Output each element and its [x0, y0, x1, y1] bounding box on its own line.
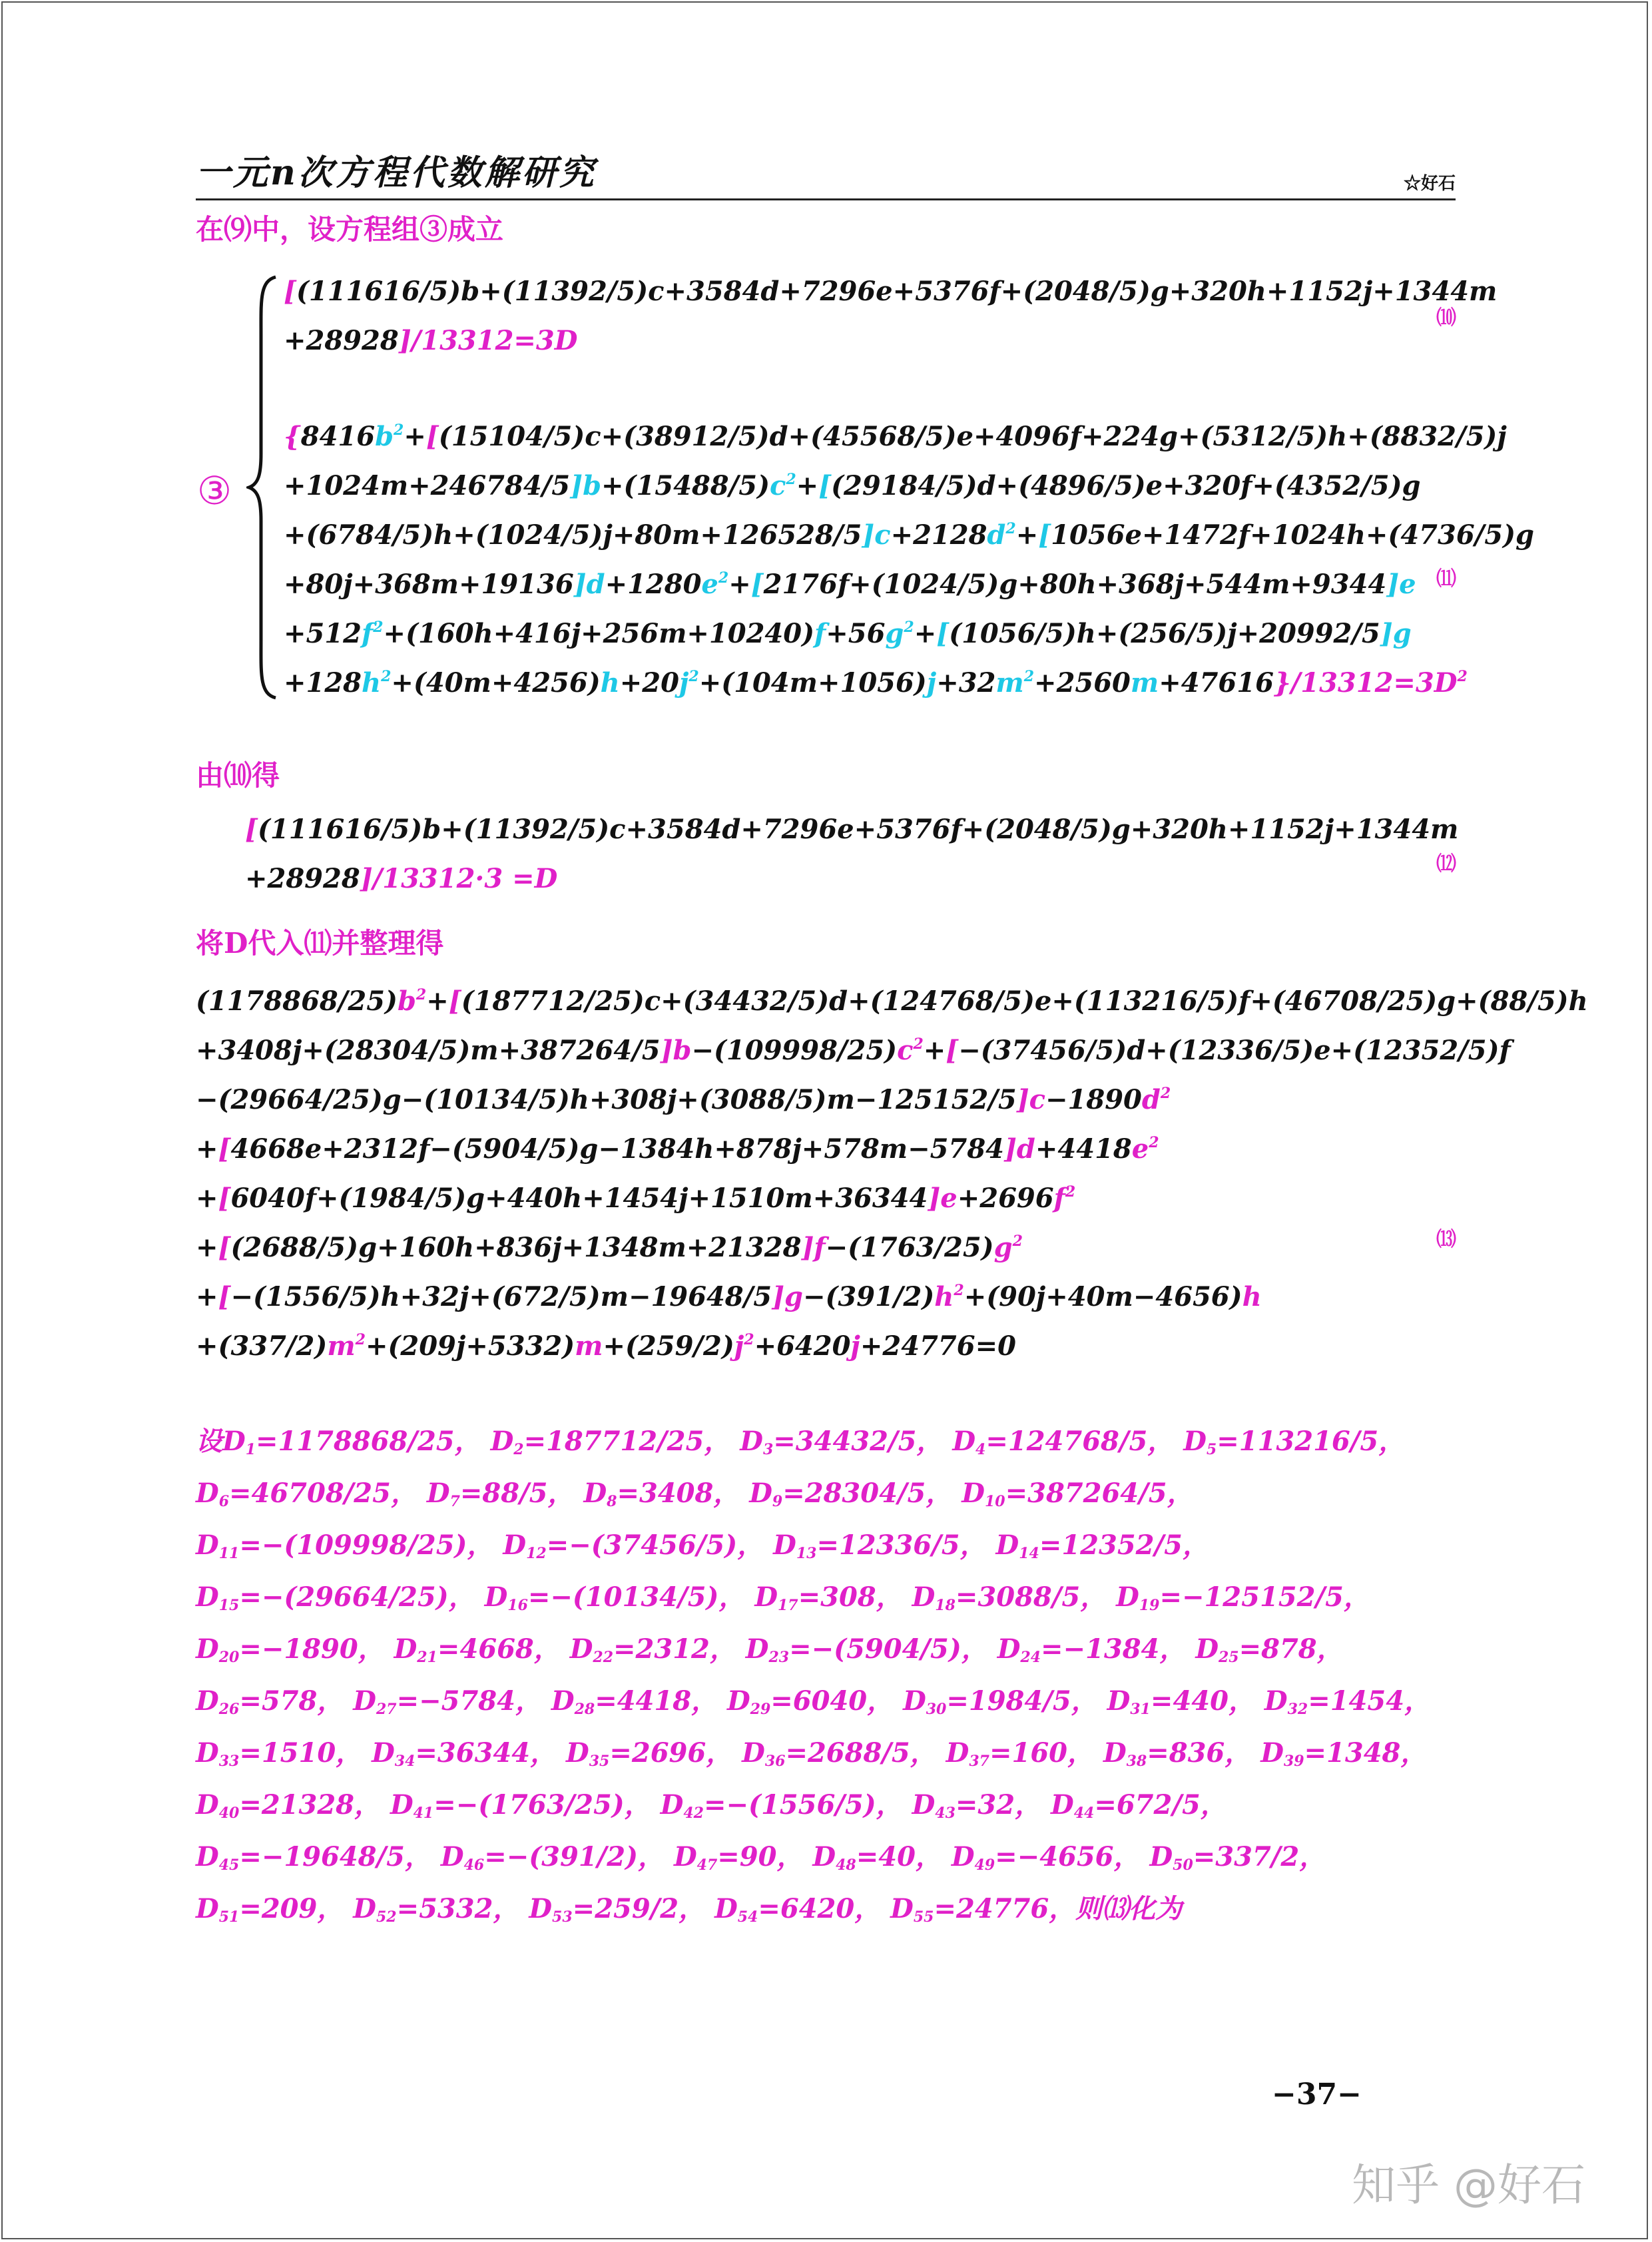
eq13-line4: $+[4668e+2312f-(5904/5)g-1384h+878j+578m-5784]d+4418e^2$ [196, 1133, 1159, 1165]
definition-item: $D_{26}=578$， [196, 1685, 354, 1718]
eq13-line3: $-(29664/25)g-(10134/5)h+308j+(3088/5)m-125152/5]c-1890d^2$ [196, 1084, 1171, 1115]
eq12-line1: [(111616/5)b+(11392/5)c+3584d+7296e+5376f+(2048/5)g+320h+1152j+1344m [245, 814, 1459, 845]
definition-item: $D_{47}=90$， [673, 1841, 813, 1874]
eq11-line2: $+1024m+246784/5]b+(15488/5)c^2+[(29184/5)d+(4896/5)e+320f+(4352/5)g$ [284, 470, 1421, 501]
definition-item: $D_{49}=-4656$， [951, 1841, 1150, 1874]
eq10-line2: +28928]/13312=3D [284, 325, 578, 356]
eq11-line4: $+80j+368m+19136]d+1280e^2+[2176f+(1024/5)g+80h+368j+544m+9344]e$ [284, 569, 1416, 600]
page-number: −37− [1272, 2078, 1362, 2111]
definition-item: $D_{35}=2696$， [566, 1737, 742, 1770]
definition-item: $D_2=187712/25$， [490, 1426, 740, 1458]
definition-item: $D_{14}=12352/5$， [995, 1530, 1209, 1562]
left-brace-icon [246, 274, 280, 701]
definition-item: $D_{29}=6040$， [726, 1685, 904, 1718]
definition-item: $D_{50}=337/2$， [1149, 1841, 1326, 1874]
definition-item: $D_{36}=2688/5$， [742, 1737, 946, 1770]
definition-item: $D_{53}=259/2$， [529, 1893, 715, 1926]
definition-item: $D_{40}=21328$， [196, 1789, 390, 1822]
definition-item: $D_{28}=4418$， [551, 1685, 727, 1718]
system-label: ③ [197, 468, 232, 513]
eq13-number: ⒀ [1436, 1228, 1456, 1251]
definition-item: $D_{33}=1510$， [196, 1737, 372, 1770]
eq10-line1: [(111616/5)b+(11392/5)c+3584d+7296e+5376f+(2048/5)g+320h+1152j+1344m [284, 276, 1498, 307]
definition-item: $D_{52}=5332$， [353, 1893, 529, 1926]
definition-item: $D_{27}=-5784$， [353, 1685, 551, 1718]
definition-item: $D_{43}=32$， [912, 1789, 1051, 1822]
definition-item: $D_5=113216/5$， [1183, 1426, 1406, 1458]
definition-item: $D_{51}=209$， [196, 1893, 354, 1926]
definition-item: $D_{22}=2312$， [569, 1633, 746, 1666]
eq13-line8: $+(337/2)m^2+(209j+5332)m+(259/2)j^2+6420j+24776=0$ [196, 1330, 1016, 1362]
eq11-line5: $+512f^2+(160h+416j+256m+10240)f+56g^2+[(1056/5)h+(256/5)j+20992/5]g$ [284, 618, 1412, 649]
eq11-number: ⑾ [1436, 567, 1456, 591]
definition-item: $D_3=34432/5$， [740, 1426, 953, 1458]
definition-item: $D_{41}=-(1763/25)$， [390, 1789, 661, 1822]
definition-item: $D_7=88/5$， [426, 1478, 584, 1510]
eq12-line2: +28928]/13312·3 =D [245, 863, 558, 894]
book-title: 一元n次方程代数解研究 [196, 152, 597, 193]
definition-item: $D_8=3408$， [583, 1478, 750, 1510]
definition-item: $D_{19}=-125152/5$， [1116, 1581, 1370, 1614]
eq12-number: ⑿ [1436, 852, 1456, 876]
definition-item: $D_{48}=40$， [812, 1841, 952, 1874]
definition-item: $D_{17}=308$， [754, 1581, 912, 1614]
definition-item: $D_{24}=-1384$， [997, 1633, 1196, 1666]
definition-item: $D_9=28304/5$， [749, 1478, 962, 1510]
definition-item: $D_{54}=6420$， [714, 1893, 891, 1926]
definition-item: $D_{18}=3088/5$， [912, 1581, 1117, 1614]
eq11-line1: {$8416b^2+[(15104/5)c+(38912/5)d+(45568/5)e+4096f+224g+(5312/5)h+(8832/5)j$ [284, 421, 1507, 452]
coefficient-definitions [196, 1416, 1461, 1935]
definition-item: $D_{16}=-(10134/5)$， [484, 1581, 755, 1614]
running-header [196, 152, 1456, 200]
definition-item: $D_{38}=836$， [1103, 1737, 1261, 1770]
watermark: 知乎 @好石 [1352, 2159, 1585, 2211]
definition-item: $D_{34}=36344$， [372, 1737, 567, 1770]
definition-item: $D_{15}=-(29664/25)$， [196, 1581, 485, 1614]
eq10-number: ⑽ [1436, 306, 1456, 330]
definition-item: $D_{25}=878$， [1195, 1633, 1344, 1666]
definition-item: $D_{31}=440$， [1107, 1685, 1264, 1718]
from10-text: 由⑽得 [196, 759, 280, 792]
definition-item: $D_{44}=672/5$， [1051, 1789, 1227, 1822]
definition-item: $D_{11}=-(109998/25)$， [196, 1530, 503, 1562]
eq13-line1: $(1178868/25)b^2+[(187712/25)c+(34432/5)d+(124768/5)e+(113216/5)f+(46708/25)g+(88/5)h$ [196, 985, 1588, 1017]
definition-item: $D_4=124768/5$， [952, 1426, 1184, 1458]
definition-item: $D_{12}=-(37456/5)$， [503, 1530, 774, 1562]
definition-item: $D_{13}=12336/5$， [773, 1530, 996, 1562]
definition-item: $D_{23}=-(5904/5)$， [745, 1633, 997, 1666]
definition-item: $D_{21}=4668$， [394, 1633, 570, 1666]
intro-text: 在⑼中，设方程组③成立 [196, 213, 504, 246]
eq13-line6: $+[(2688/5)g+160h+836j+1348m+21328]f-(1763/25)g^2$ [196, 1232, 1023, 1263]
author-mark: ☆好石 [1403, 174, 1456, 194]
definition-item: $D_{45}=-19648/5$， [196, 1841, 441, 1874]
substitution-text: 将D代入⑾并整理得 [196, 927, 444, 960]
eq11-line6: $+128h^2+(40m+4256)h+20j^2+(104m+1056)j+32m^2+2560m+47616\}/13312=3D^2$ [284, 667, 1468, 699]
eq13-line5: $+[6040f+(1984/5)g+440h+1454j+1510m+36344]e+2696f^2$ [196, 1183, 1076, 1214]
definition-item: $D_{10}=387264/5$， [962, 1478, 1194, 1510]
eq11-line3: $+(6784/5)h+(1024/5)j+80m+126528/5]c+2128d^2+[1056e+1472f+1024h+(4736/5)g$ [284, 519, 1535, 551]
definition-item: $D_{42}=-(1556/5)$， [660, 1789, 912, 1822]
definition-item: 设$D_1=1178868/25$， [196, 1426, 491, 1458]
definition-item: $D_{55}=24776$，则⒀化为 [890, 1893, 1183, 1926]
definition-item: $D_6=46708/25$， [196, 1478, 427, 1510]
definition-item: $D_{32}=1454$， [1264, 1685, 1432, 1718]
definition-item: $D_{39}=1348$， [1260, 1737, 1428, 1770]
definition-item: $D_{37}=160$， [946, 1737, 1103, 1770]
eq13-line2: $+3408j+(28304/5)m+387264/5]b-(109998/25)c^2+[-(37456/5)d+(12336/5)e+(12352/5)f$ [196, 1035, 1511, 1066]
definition-item: $D_{30}=1984/5$， [903, 1685, 1107, 1718]
definition-item: $D_{46}=-(391/2)$， [440, 1841, 674, 1874]
definition-item: $D_{20}=-1890$， [196, 1633, 394, 1666]
eq13-line7: $+[-(1556/5)h+32j+(672/5)m-19648/5]g-(391/2)h^2+(90j+40m-4656)h$ [196, 1281, 1262, 1312]
